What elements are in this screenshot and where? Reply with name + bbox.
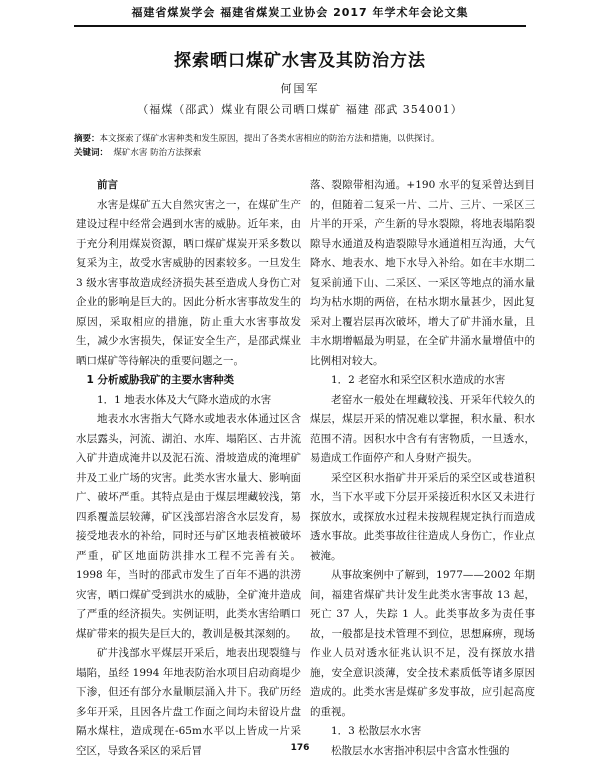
affiliation: （福煤（邵武）煤业有限公司晒口煤矿 福建 邵武 354001） xyxy=(0,101,600,117)
abstract-text: 本文探索了煤矿水害种类和发生原因，提出了各类水害相应的防治方法和措施，以供探讨。 xyxy=(100,134,440,144)
author: 何国军 xyxy=(0,80,600,96)
keywords-line xyxy=(74,146,534,160)
paragraph: 松散层水水害指冲积层中含富水性强的 xyxy=(310,742,535,761)
abstract-block xyxy=(74,132,534,160)
subsection-heading: 1．3 松散层水水害 xyxy=(310,722,535,742)
header-rule xyxy=(74,25,526,27)
paragraph: 老窑水一般处在埋藏较浅、开采年代较久的煤层，煤层开采的情况难以掌握，积水量、积水范围不清。因积水中含有有害物质，一旦透水，易造成工作面停产和人身财产损失。 xyxy=(310,391,535,469)
page-number: 176 xyxy=(0,743,600,753)
paragraph: 从事故案例中了解到，1977——2002 年期间，福建省煤矿共计发生此类水害事故 13 起，死亡 37 人，失踪 1 人。此类事故多为责任事故，一般都是技术管理不到位，思想麻痹，现场作业人员对透水征兆认识不足，没有探放水措施，安全意识淡薄，安全技术素质低等诸多原因造成的。此类水害是煤矿多发事故，应引起高度的重视。 xyxy=(310,566,535,722)
section-heading: 1 分析威胁我矿的主要水害种类 xyxy=(76,371,301,391)
paragraph: 采空区积水指矿井开采后的采空区或巷道积水，当下水平或下分层开采接近积水区又未进行探放水，或探放水过程未按规程规定执行而造成透水事故。此类事故往往造成人身伤亡，作业点被淹。 xyxy=(310,469,535,567)
running-head: 福建省煤炭学会 福建省煤炭工业协会 2017 年学术年会论文集 xyxy=(0,4,600,20)
paragraph: 水害是煤矿五大自然灾害之一，在煤矿生产建设过程中经常会遇到水害的威胁。近年来，由于充分利用煤炭资源，晒口煤矿煤炭开采多数以复采为主，故受水害威胁的因素较多。一旦发生 3 级水害事故造成经济损失甚至造成人身伤亡对企业的影响是巨大的。因此分析水害事故发生的原因，采取相应的措施，防止重大水害事故发生，减少水害损失，保证安全生产，是邵武煤业晒口煤矿等待解决的重要问题之一。 xyxy=(76,196,301,372)
left-column xyxy=(76,176,301,761)
subsection-heading: 1．2 老窑水和采空区积水造成的水害 xyxy=(310,371,535,391)
right-column xyxy=(310,176,535,761)
keywords-text: 煤矿水害 防治方法探索 xyxy=(113,148,201,158)
article-title: 探索晒口煤矿水害及其防治方法 xyxy=(0,46,600,71)
paragraph: 矿井浅部水平煤层开采后，地表出现裂缝与塌陷，虽经 1994 年地表防治水项目启动商堤少下渗，但还有部分水量顺层涌入井下。我矿历经多年开采，且因各片盘工作面之间均未留设片盘隔水煤柱，造成现在-65m水平以上皆成一片采空区，导致各采区的采后冒 xyxy=(76,644,301,761)
paragraph: 地表水水害指大气降水或地表水体通过区含水层露头，河流、湖泊、水库、塌陷区、古井流入矿井造成淹井以及泥石流、滑坡造成的淹埋矿井及工业广场的灾害。此类水害水量大、影响面广、破坏严重。其特点是由于煤层埋藏较浅，第四系覆盖层较薄，矿区浅部岩溶含水层发育，易接受地表水的补给，同时还与矿区地表植被破坏严重，矿区地面防洪排水工程不完善有关。1998 年，当时的邵武市发生了百年不遇的洪涝灾害，晒口煤矿受到洪水的威胁，全矿淹井造成了严重的经济损失。实例证明，此类水害给晒口煤矿带来的损失是巨大的，教训是极其深刻的。 xyxy=(76,410,301,644)
keywords-label: 关键词： xyxy=(74,148,108,158)
section-heading: 前言 xyxy=(76,176,301,196)
abstract-line xyxy=(74,132,534,146)
abstract-label: 摘要： xyxy=(74,134,100,144)
paragraph: 落、裂隙带相沟通。+190 水平的复采曾达到目的，但随着二复采一片、二片、三片、一采区三片半的开采，产生新的导水裂隙，将地表塌陷裂隙导水通道及构造裂隙导水通道相互沟通，大气降水、地表水、地下水导入补给。如在丰水期二复采前通下山、二采区、一采区等地点的涌水量均为枯水期的两倍，在枯水期水量甚少，因此复采对上覆岩层再次破坏，增大了矿井涌水量，且丰水期增幅最为明显，在全矿井涌水量增值中的比例相对较大。 xyxy=(310,176,535,371)
subsection-heading: 1．1 地表水体及大气降水造成的水害 xyxy=(76,391,301,411)
